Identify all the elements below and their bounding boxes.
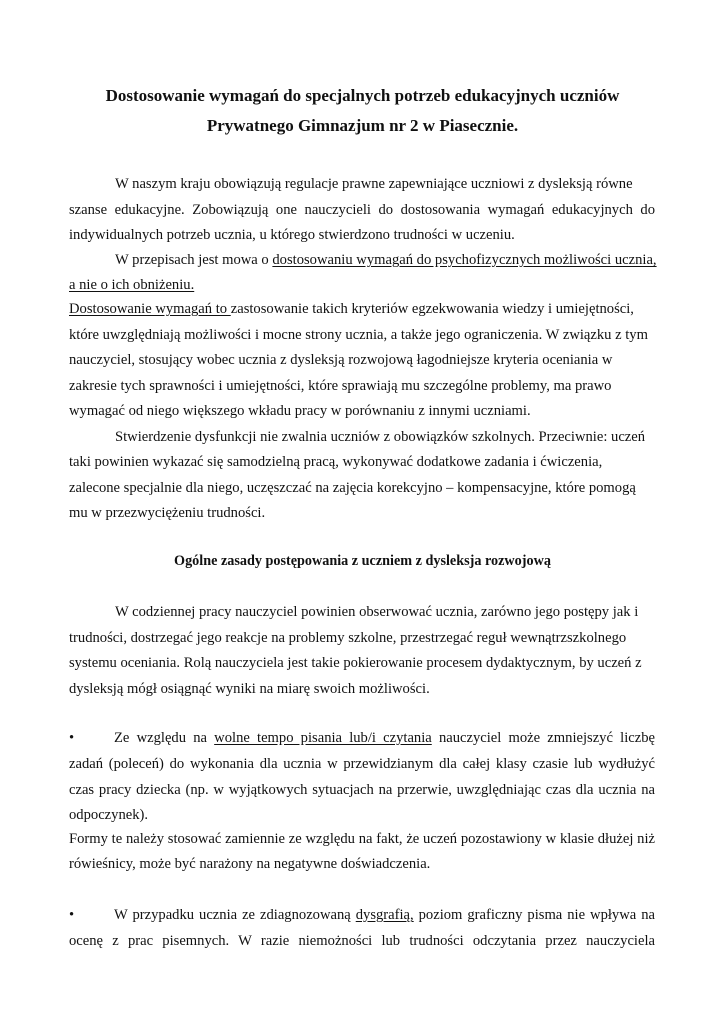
bullet-2-underlined: dysgrafią,	[355, 907, 414, 923]
intro-p3-line: wymagać od niego większego wkładu pracy w porównaniu z innymi uczniami.	[69, 403, 531, 419]
bullet-2-prefix: W przypadku ucznia ze zdiagnozowaną	[114, 907, 356, 923]
document-title-line-2: Prywatnego Gimnazjum nr 2 w Piasecznie.	[206, 116, 519, 135]
bullet-2-line: ocenę z prac pisemnych. W razie niemożności lub trudności odczytania przez nauczyciela	[69, 933, 655, 949]
intro-p2-line-2: a nie o ich obniżeniu.	[69, 277, 195, 293]
intro-p3-line: nauczyciel, stosujący wobec ucznia z dysleksją rozwojową łagodniejsze kryteria oceniania w	[69, 352, 613, 368]
document-title-line-1: Dostosowanie wymagań do specjalnych potrzeb edukacyjnych uczniów	[105, 86, 620, 105]
intro-p2-underlined: dostosowaniu wymagań do psychofizycznych możliwości ucznia,	[272, 252, 657, 268]
bullet-1-suffix: nauczyciel może zmniejszyć liczbę	[431, 730, 655, 746]
bullet-1-line: zadań (poleceń) do wykonania dla ucznia w przewidzianym dla całej klasy czasie lub wydłużyć	[69, 756, 655, 772]
section-heading: Ogólne zasady postępowania z uczniem z dysleksja rozwojową	[174, 553, 551, 569]
bullet-1-line	[114, 729, 655, 747]
intro-p1-line: szanse edukacyjne. Zobowiązują one nauczycieli do dostosowania wymagań edukacyjnych do	[69, 202, 655, 218]
intro-p3-line: które uwzględniają możliwości i mocne strony ucznia, a także jego ograniczenia. W związku z tym	[69, 327, 648, 343]
intro-p2-prefix: W przepisach jest mowa o	[115, 252, 273, 268]
section-p1-line: W codziennej pracy nauczyciel powinien obserwować ucznia, zarówno jego postępy jak i	[115, 604, 639, 620]
bullet-1-line: odpoczynek).	[69, 807, 149, 823]
intro-p3-line	[69, 300, 655, 318]
intro-p3-line: zakresie tych sprawności i umiejętności, które sprawiają mu szczególne problemy, ma prawo	[69, 378, 612, 394]
bullet-2-suffix: poziom graficzny pisma nie wpływa na	[413, 907, 655, 923]
intro-p4-line: mu w przezwyciężeniu trudności.	[69, 505, 266, 521]
bullet-1-note-line: Formy te należy stosować zamiennie ze względu na fakt, że uczeń pozostawiony w klasie dłużej niż	[69, 831, 655, 847]
intro-p3-rest: zastosowanie takich kryteriów egzekwowania wiedzy i umiejętności,	[230, 301, 634, 317]
section-p1-line: trudności, dostrzegać jego reakcje na problemy szkolne, przestrzegać reguł wewnątrzszkolnego	[69, 630, 627, 646]
intro-p3-underlined: Dostosowanie wymagań to	[69, 301, 231, 317]
intro-p2-line	[115, 251, 655, 269]
intro-p4-line: zalecone specjalnie dla niego, uczęszczać na zajęcia korekcyjno – kompensacyjne, które pomogą	[69, 480, 636, 496]
bullet-1-prefix: Ze względu na	[114, 730, 215, 746]
intro-p4-line: Stwierdzenie dysfunkcji nie zwalnia uczniów z obowiązków szkolnych. Przeciwnie: uczeń	[115, 429, 646, 445]
section-p1-line: systemu oceniania. Rolą nauczyciela jest takie pokierowanie procesem dydaktycznym, by uczeń z	[69, 655, 642, 671]
bullet-marker: •	[69, 907, 75, 923]
intro-p4-line: taki powinien wykazać się samodzielną pracą, wykonywać dodatkowe zadania i ćwiczenia,	[69, 454, 603, 470]
bullet-1-note-line: rówieśnicy, może być narażony na negatywne doświadczenia.	[69, 856, 431, 872]
section-p1-line: dysleksją mógł osiągnąć wyniki na miarę swoich możliwości.	[69, 681, 430, 697]
bullet-1-line: czas pracy dziecka (np. w wyjątkowych sytuacjach na przerwie, uwzględniając czas dla ucznia na	[69, 782, 655, 798]
intro-p1-line: indywidualnych potrzeb ucznia, u którego stwierdzono trudności w uczeniu.	[69, 227, 515, 243]
intro-p1-line: W naszym kraju obowiązują regulacje prawne zapewniające uczniowi z dysleksją równe	[115, 176, 633, 192]
bullet-marker: •	[69, 730, 75, 746]
bullet-1-underlined: wolne tempo pisania lub/i czytania	[214, 730, 432, 746]
bullet-2-line	[114, 906, 655, 924]
